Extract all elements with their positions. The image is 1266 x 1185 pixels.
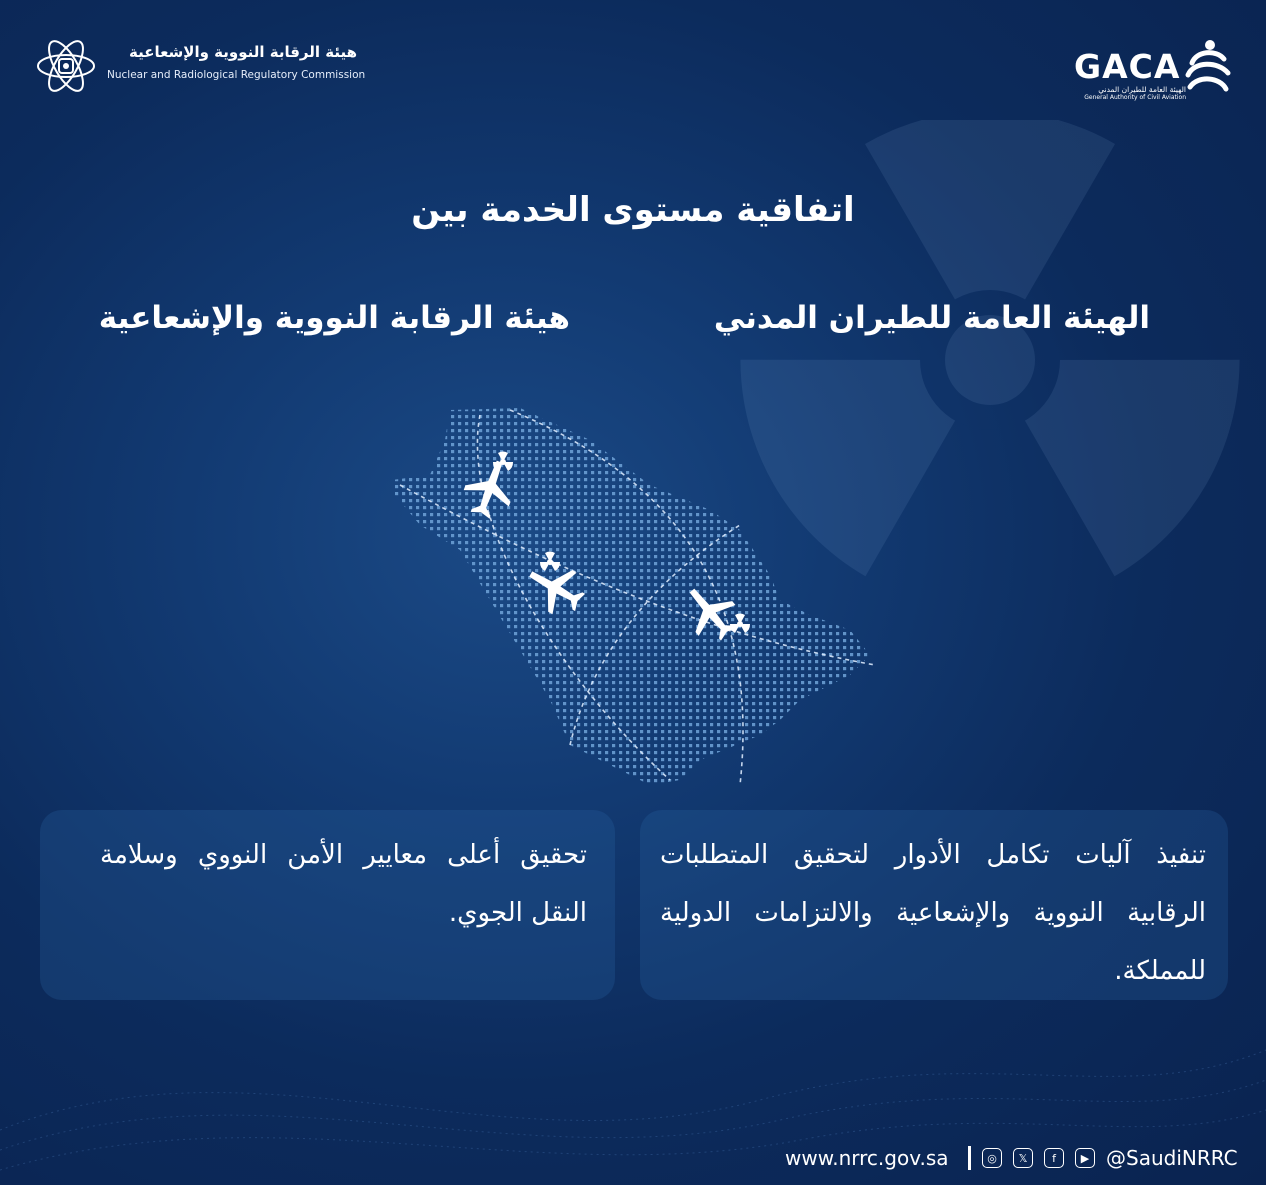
x-icon[interactable]: 𝕏 bbox=[1013, 1148, 1033, 1168]
party-nrrc: هيئة الرقابة النووية والإشعاعية bbox=[98, 300, 570, 336]
facebook-icon[interactable]: f bbox=[1044, 1148, 1064, 1168]
page-title: اتفاقية مستوى الخدمة بين bbox=[411, 190, 855, 230]
gaca-logo bbox=[1070, 35, 1235, 105]
atom-emblem-icon bbox=[35, 35, 97, 97]
website-link[interactable]: www.nrrc.gov.sa bbox=[785, 1146, 949, 1170]
footer bbox=[780, 1140, 1240, 1176]
footer-divider bbox=[968, 1146, 971, 1170]
saudi-map-dotted-icon bbox=[380, 400, 890, 790]
goal-text-right: تنفيذ آليات تكامل الأدوار لتحقيق المتطلبات الرقابية النووية والإشعاعية والالتزامات الدولية للمملكة. bbox=[660, 840, 1206, 986]
party-gaca: الهيئة العامة للطيران المدني bbox=[713, 300, 1150, 336]
youtube-icon[interactable]: ▶ bbox=[1075, 1148, 1095, 1168]
gaca-name-english: General Authority of Civil Aviation bbox=[1084, 94, 1186, 101]
gaca-name-arabic: الهيئة العامة للطيران المدني bbox=[1098, 85, 1186, 94]
social-handle[interactable]: @SaudiNRRC bbox=[1106, 1146, 1238, 1170]
nrrc-name-english: Nuclear and Radiological Regulatory Commission bbox=[107, 69, 366, 81]
gaca-swirl-icon bbox=[1180, 35, 1236, 101]
goal-text-left: تحقيق أعلى معايير الأمن النووي وسلامة النقل الجوي. bbox=[100, 840, 587, 928]
nrrc-name-arabic: هيئة الرقابة النووية والإشعاعية bbox=[128, 43, 357, 61]
nrrc-logo bbox=[35, 35, 365, 99]
goal-card-right bbox=[640, 810, 1228, 1000]
instagram-icon[interactable]: ◎ bbox=[982, 1148, 1002, 1168]
gaca-wordmark: GACA bbox=[1074, 47, 1181, 86]
goal-card-left bbox=[40, 810, 615, 1000]
